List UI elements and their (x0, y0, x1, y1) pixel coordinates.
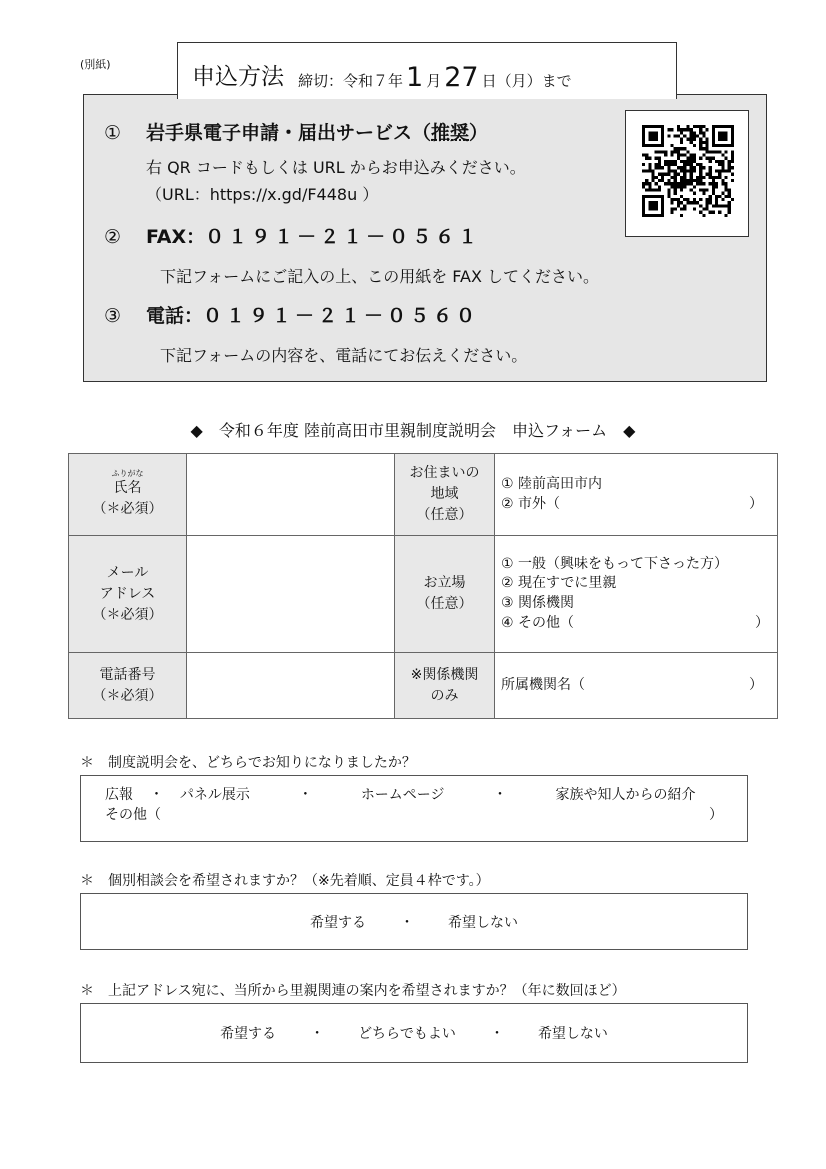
q2-choice-2[interactable]: 希望しない (448, 914, 518, 931)
method-1-url[interactable]: （URL：https://x.gd/F448u ） (146, 185, 379, 204)
deadline-month: 1 (406, 62, 424, 93)
q2-separator-1: ・ (400, 914, 414, 931)
method-2-line-1: 下記フォームにご記入の上、この用紙を FAX してください。 (160, 267, 600, 286)
method-2-heading (104, 222, 481, 249)
q3-choice-1[interactable]: 希望する (220, 1026, 277, 1042)
deadline-month-unit: 月 (426, 72, 442, 90)
phone-field[interactable] (187, 653, 395, 719)
q1-separator-1: ・ (149, 787, 164, 803)
position-option-2[interactable] (501, 574, 771, 594)
email-field[interactable] (187, 536, 395, 653)
position-option-4[interactable] (501, 614, 771, 634)
deadline-prefix: 締切：令和７年 (298, 72, 404, 90)
org-label-2: のみ (430, 687, 459, 704)
q1-choice-4[interactable]: 家族や知人からの紹介 (555, 787, 696, 803)
method-1-label: 岩手県電子申請・届出サービス（ (146, 122, 432, 144)
q1-separator-2: ・ (298, 787, 313, 803)
method-1-number: ① (104, 122, 122, 144)
q3-separator-1: ・ (310, 1026, 325, 1042)
qr-code-icon[interactable] (642, 125, 734, 217)
application-form-table (68, 453, 778, 719)
q1-choice-1[interactable]: 広報 (105, 787, 133, 803)
position-label-2: （任意） (416, 596, 473, 612)
phone-number: ０１９１－２１－０５６０ (203, 305, 480, 327)
method-1-close: ） (469, 122, 489, 144)
phone-label-2: （＊必須） (92, 687, 163, 704)
phone-label-cell (69, 653, 187, 719)
form-title: ◆ 令和６年度 陸前高田市里親制度説明会 申込フォーム ◆ (190, 421, 636, 440)
position-option-2-text: ② 現在すでに里親 (501, 575, 617, 592)
name-field[interactable] (187, 454, 395, 536)
q3-separator-2: ・ (489, 1026, 504, 1042)
phone-label-1: 電話番号 (99, 666, 156, 683)
deadline-day: 27 (444, 62, 479, 93)
method-3-number: ③ (104, 305, 122, 327)
attachment-label: (別紙) (80, 58, 111, 71)
position-option-3[interactable] (501, 594, 771, 614)
question-2-answer-box[interactable] (80, 893, 748, 950)
org-field-close: ） (749, 676, 763, 693)
position-options[interactable] (495, 536, 778, 653)
email-label-cell (69, 536, 187, 653)
fax-number: ０１９１－２１－０５６１ (205, 226, 482, 248)
area-option-1[interactable] (501, 475, 771, 495)
org-label-1: ※関係機関 (410, 666, 479, 683)
method-3-heading (104, 301, 479, 328)
question-2-text: ＊ 個別相談会を希望されますか？（※先着順、定員４枠です。） (80, 873, 490, 889)
page-title: 申込方法 (192, 64, 284, 90)
area-label-3: （任意） (416, 507, 473, 523)
org-label-cell (395, 653, 495, 719)
area-option-1-text: ① 陸前高田市内 (501, 475, 603, 492)
question-1-text: ＊ 制度説明会を、どちらでお知りになりましたか？ (80, 755, 416, 771)
method-1-heading (104, 118, 488, 145)
area-option-2-text: ② 市外（ (501, 495, 561, 512)
email-label-1: メール (106, 564, 149, 581)
area-label-1: お住まいの (409, 465, 480, 481)
table-row (69, 653, 778, 719)
position-option-3-text: ③ 関係機関 (501, 595, 575, 611)
email-label-3: （＊必須） (92, 606, 163, 623)
question-3-answer-box[interactable] (80, 1003, 748, 1063)
method-3-label: 電話： (146, 305, 204, 327)
area-label-2: 地域 (430, 486, 459, 502)
q1-other-close: ） (709, 807, 723, 824)
q1-separator-3: ・ (493, 787, 507, 803)
position-option-1[interactable] (501, 555, 771, 575)
q3-choice-3[interactable]: 希望しない (537, 1026, 608, 1042)
q1-choice-2[interactable]: パネル展示 (179, 787, 250, 803)
org-name-field[interactable] (495, 653, 778, 719)
name-required-note: （＊必須） (92, 500, 163, 517)
deadline-day-unit: 日 (481, 72, 497, 90)
question-3-text: ＊ 上記アドレス宛に、当所から里親関連の案内を希望されますか？（年に数回ほど） (80, 983, 626, 999)
area-option-2[interactable] (501, 495, 771, 515)
position-option-1-text: ① 一般（興味をもって下さった方） (501, 555, 729, 572)
method-2-label: FAX： (146, 226, 206, 248)
name-label-cell (69, 454, 187, 536)
q3-choice-2[interactable]: どちらでもよい (358, 1026, 456, 1042)
email-label-2: アドレス (99, 585, 156, 602)
area-label-cell (395, 454, 495, 536)
position-option-4-text: ④ その他（ (501, 614, 575, 631)
position-option-4-close: ） (755, 614, 769, 631)
org-field-text: 所属機関名（ (501, 676, 585, 693)
q2-choice-1[interactable]: 希望する (310, 914, 366, 931)
area-option-2-close: ） (749, 495, 763, 512)
name-label: 氏名 (113, 479, 142, 496)
table-row (69, 454, 778, 536)
recommended-mark: 推奨 (431, 122, 470, 144)
title-tab (177, 42, 677, 99)
name-furigana: ふりがな (111, 468, 144, 478)
table-row (69, 536, 778, 653)
q1-other[interactable]: その他（ (105, 807, 161, 824)
qr-code-frame (625, 110, 749, 237)
area-options[interactable] (495, 454, 778, 536)
position-label-1: お立場 (423, 575, 466, 591)
method-3-line-1: 下記フォームの内容を、電話にてお伝えください。 (160, 346, 528, 365)
question-1-answer-box[interactable] (80, 775, 748, 842)
method-2-number: ② (104, 226, 122, 248)
q1-choice-3[interactable]: ホームページ (360, 787, 445, 803)
position-label-cell (395, 536, 495, 653)
deadline-suffix: （月）まで (496, 72, 572, 90)
method-1-line-1: 右 QR コードもしくは URL からお申込みください。 (146, 158, 526, 177)
